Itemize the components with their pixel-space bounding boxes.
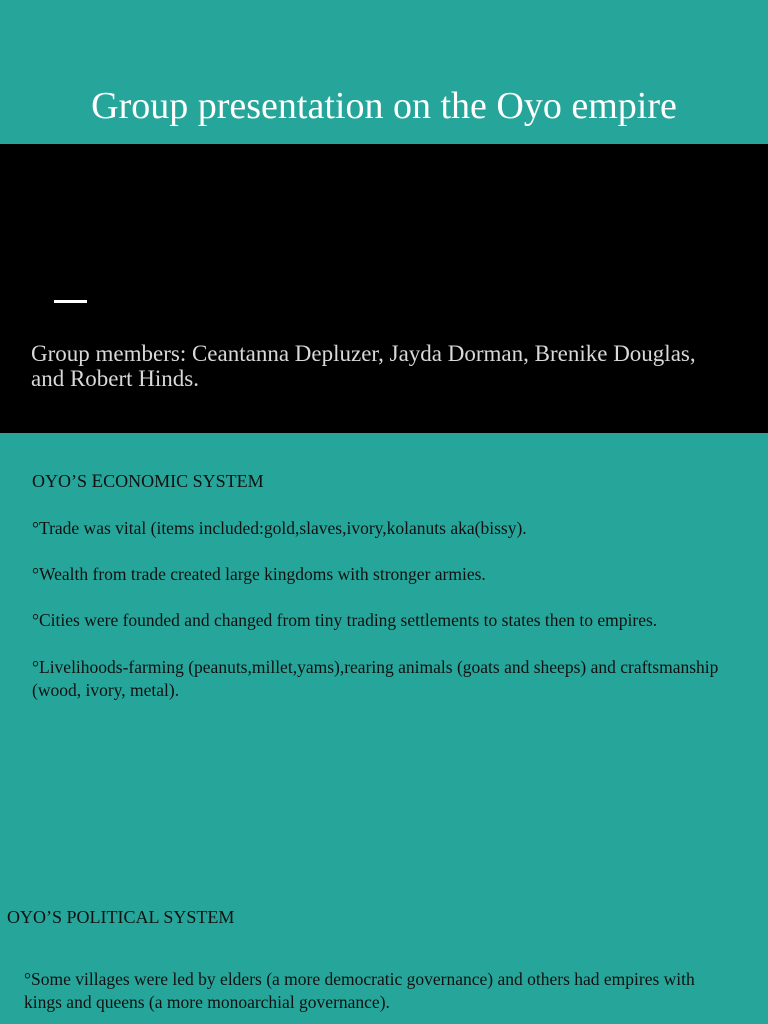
economic-heading-prefix: OYO’S: [32, 471, 92, 491]
economic-bullet-trade: °Trade was vital (items included:gold,slaves,ivory,kolanuts aka(bissy).: [32, 518, 527, 538]
economic-heading-rest: CONOMIC SYSTEM: [103, 471, 264, 491]
economic-bullet-livelihoods: °Livelihoods-farming (peanuts,millet,yams),rearing animals (goats and sheeps) and craftsmanship (wood, ivory, metal).: [32, 657, 719, 700]
slide-title: Group presentation on the Oyo empire: [91, 85, 677, 127]
political-bullet-governance: °Some villages were led by elders (a more democratic governance) and others had empires with kings and queens (a more monoarchial governance).: [24, 969, 695, 1012]
economic-system-heading: [32, 470, 264, 493]
subtitle-band: [0, 144, 768, 433]
economic-bullet-wealth: °Wealth from trade created large kingdoms with stronger armies.: [32, 564, 486, 584]
accent-dash: [54, 300, 87, 303]
political-system-heading: OYO’S POLITICAL SYSTEM: [7, 907, 235, 927]
economic-heading-initial: E: [91, 471, 104, 492]
title-band: [0, 0, 768, 144]
group-members-text: Group members: Ceantanna Depluzer, Jayda Dorman, Brenike Douglas, and Robert Hinds.: [31, 341, 696, 391]
economic-bullet-cities: °Cities were founded and changed from tiny trading settlements to states then to empires.: [32, 610, 658, 630]
